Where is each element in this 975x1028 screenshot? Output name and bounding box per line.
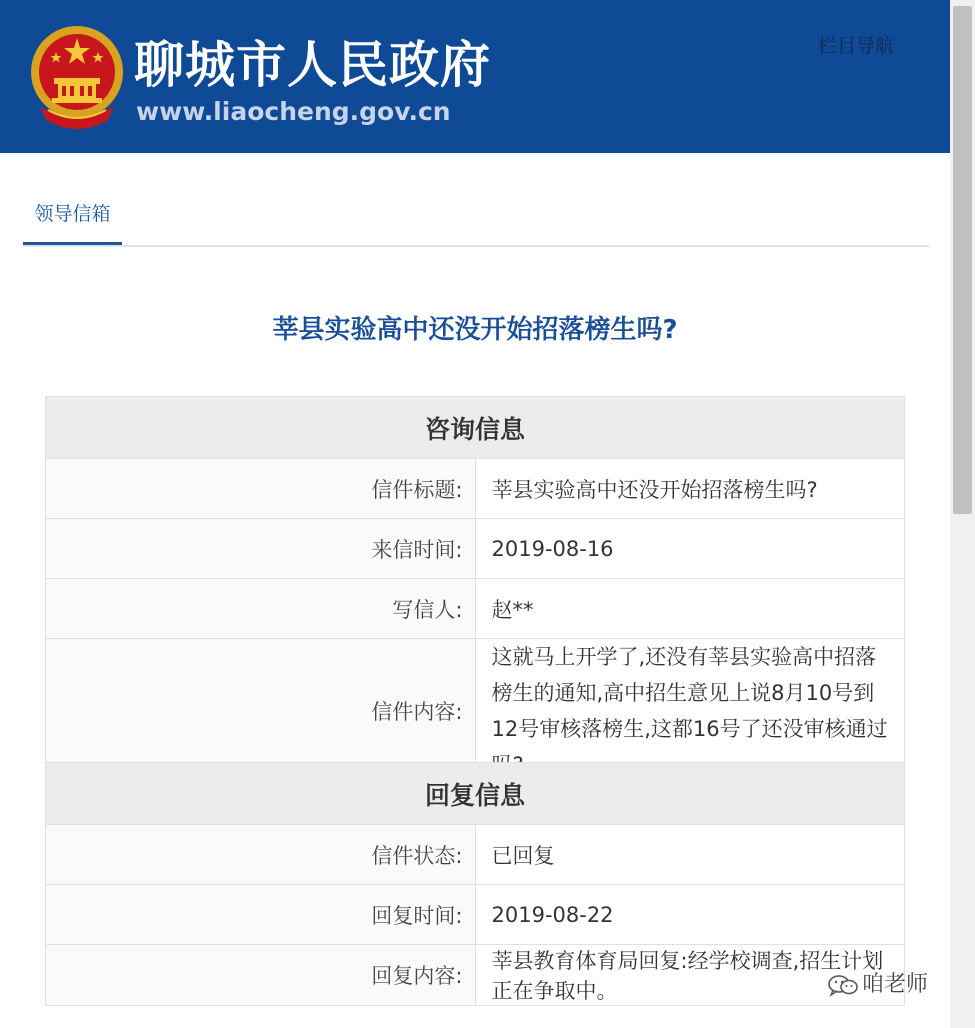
row-label: 回复时间:	[46, 885, 476, 945]
row-label: 来信时间:	[46, 519, 476, 579]
consult-heading: 咨询信息	[46, 397, 905, 459]
reply-content-value: 莘县教育体育局回复:经学校调查,招生计划正在争取中。	[475, 945, 905, 1006]
row-label: 信件标题:	[46, 459, 476, 519]
site-url: www.liaocheng.gov.cn	[136, 97, 451, 126]
table-row	[46, 825, 905, 885]
letter-title: 莘县实验高中还没开始招落榜生吗?	[272, 315, 678, 345]
reply-status-value: 已回复	[475, 825, 905, 885]
table-row	[46, 519, 905, 579]
table-row	[46, 579, 905, 639]
watermark-text: 咱老师	[862, 972, 929, 997]
row-label: 信件状态:	[46, 825, 476, 885]
tab-leader-mailbox[interactable]: 领导信箱	[23, 186, 122, 245]
column-navigation-link[interactable]: 栏目导航	[818, 35, 895, 57]
site-name: 聊城市人民政府	[134, 36, 491, 94]
table-row	[46, 885, 905, 945]
table-row	[46, 945, 905, 1006]
row-label: 回复内容:	[46, 945, 476, 1006]
letter-content-value: 这就马上开学了,还没有莘县实验高中招落榜生的通知,高中招生意见上说8月10号到12号审核落榜生,这都16号了还没审核通过	[475, 639, 905, 784]
table-row	[46, 459, 905, 519]
vertical-scrollbar[interactable]	[950, 0, 975, 1028]
tab-bar	[23, 186, 929, 247]
reply-heading: 回复信息	[46, 763, 905, 825]
row-label: 信件内容:	[46, 639, 476, 784]
reply-date-value: 2019-08-22	[475, 885, 905, 945]
letter-writer-value: 赵**	[475, 579, 905, 639]
wechat-icon	[826, 973, 860, 997]
reply-info-table	[45, 762, 905, 1006]
consult-info-table	[45, 396, 905, 784]
wechat-watermark	[826, 965, 928, 1005]
scrollbar-thumb[interactable]	[953, 6, 972, 514]
letter-subject-value: 莘县实验高中还没开始招落榜生吗?	[475, 459, 905, 519]
site-header	[0, 0, 950, 153]
row-label: 写信人:	[46, 579, 476, 639]
letter-date-value: 2019-08-16	[475, 519, 905, 579]
national-emblem-icon	[28, 22, 126, 130]
